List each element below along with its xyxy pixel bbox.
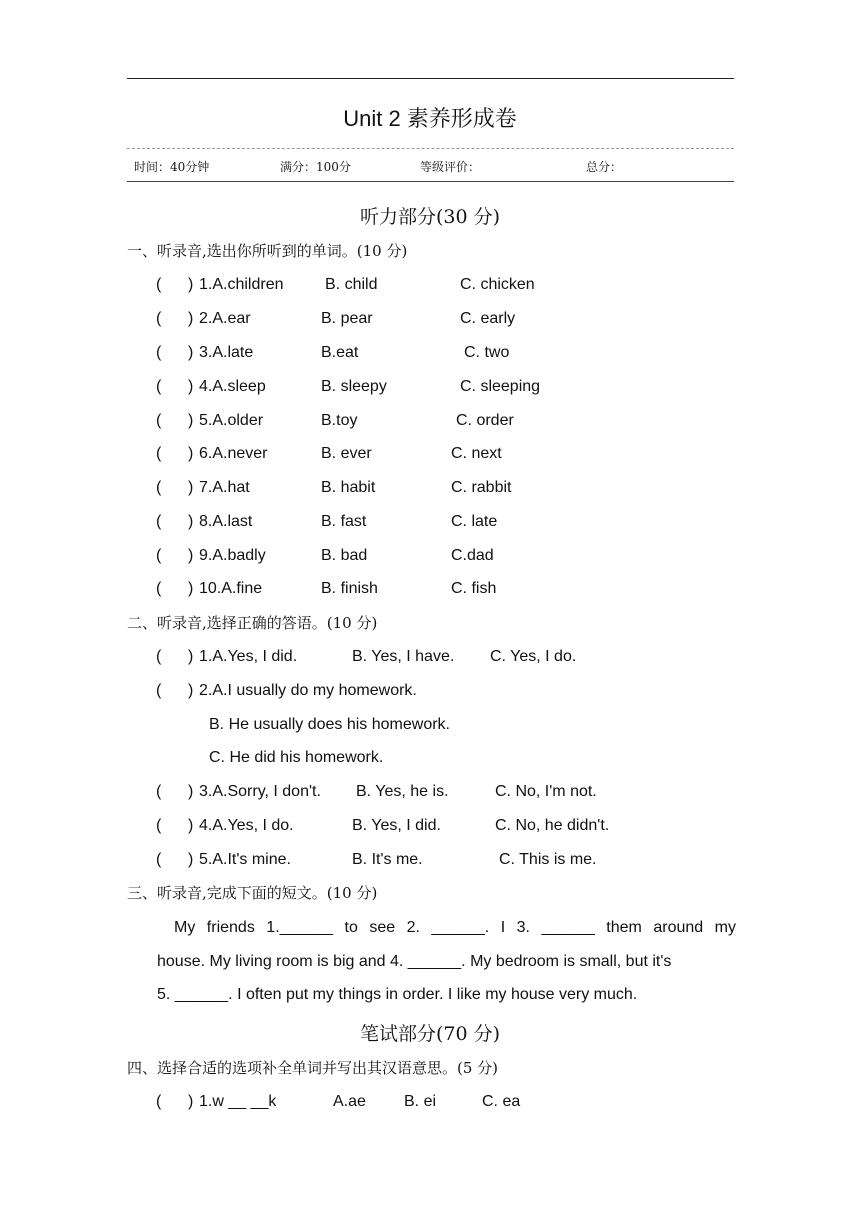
option-b: B. fast — [321, 513, 367, 530]
answer-paren-open[interactable]: ( — [156, 378, 162, 395]
answer-paren-open[interactable]: ( — [156, 1093, 162, 1110]
option-a: 1.A.children — [199, 276, 284, 293]
option-c: C. Yes, I do. — [490, 648, 577, 665]
option-b: B. sleepy — [321, 378, 387, 395]
option-b: B. He usually does his homework. — [209, 716, 450, 733]
listening-heading: 听力部分(30 分) — [359, 206, 501, 228]
page-title: Unit 2 素养形成卷 — [343, 106, 517, 131]
answer-paren-open[interactable]: ( — [156, 445, 162, 462]
answer-paren-close: ) — [188, 513, 194, 530]
answer-paren-close: ) — [188, 580, 194, 597]
part4-title: 四、选择合适的选项补全单词并写出其汉语意思。(5 分) — [127, 1059, 499, 1077]
question-row — [0, 375, 860, 399]
full-score-label: 满分：100分 — [280, 160, 351, 174]
answer-paren-close: ) — [188, 1093, 194, 1110]
option-c: C. next — [451, 445, 502, 462]
option-a: 5.A.It's mine. — [199, 851, 291, 868]
option-a: A.ae — [333, 1093, 366, 1110]
option-b: B. Yes, I have. — [352, 648, 455, 665]
grade-label: 等级评价： — [420, 160, 481, 174]
option-b: B. Yes, he is. — [356, 783, 449, 800]
answer-paren-close: ) — [188, 851, 194, 868]
answer-paren-open[interactable]: ( — [156, 648, 162, 665]
option-a: 3.A.late — [199, 344, 254, 361]
question-row — [0, 814, 860, 838]
answer-paren-close: ) — [188, 547, 194, 564]
option-c: C. late — [451, 513, 498, 530]
option-b: B. ei — [404, 1093, 437, 1110]
question-row — [0, 409, 860, 433]
option-b: B. habit — [321, 479, 376, 496]
option-a: 5.A.older — [199, 412, 264, 429]
option-c: C. He did his homework. — [209, 749, 384, 766]
info-rule — [127, 181, 734, 182]
question-row — [0, 679, 860, 703]
option-a: 2.A.ear — [199, 310, 251, 327]
answer-paren-close: ) — [188, 783, 194, 800]
option-a: 4.A.sleep — [199, 378, 266, 395]
answer-paren-close: ) — [188, 378, 194, 395]
option-b: B. bad — [321, 547, 368, 564]
answer-paren-open[interactable]: ( — [156, 513, 162, 530]
answer-paren-open[interactable]: ( — [156, 344, 162, 361]
passage-line-3: 5. ______. I often put my things in order. I like my house very much. — [157, 986, 638, 1003]
answer-paren-close: ) — [188, 479, 194, 496]
question-row — [0, 544, 860, 568]
option-c: C. No, he didn't. — [495, 817, 610, 834]
answer-paren-close: ) — [188, 412, 194, 429]
option-b: B. It's me. — [352, 851, 423, 868]
option-a: 3.A.Sorry, I don't. — [199, 783, 321, 800]
option-a: 8.A.last — [199, 513, 253, 530]
option-c: C. rabbit — [451, 479, 512, 496]
question-row — [0, 476, 860, 500]
option-c: C. fish — [451, 580, 497, 597]
option-a: 4.A.Yes, I do. — [199, 817, 294, 834]
writing-heading: 笔试部分(70 分) — [359, 1023, 501, 1045]
option-a: 1.A.Yes, I did. — [199, 648, 298, 665]
question-row — [0, 442, 860, 466]
option-c: C. order — [456, 412, 514, 429]
option-b: B. ever — [321, 445, 372, 462]
answer-paren-open[interactable]: ( — [156, 276, 162, 293]
total-label: 总分： — [586, 160, 623, 174]
question-row — [0, 577, 860, 601]
answer-paren-close: ) — [188, 344, 194, 361]
question-row — [0, 510, 860, 534]
question-row — [0, 341, 860, 365]
answer-paren-open[interactable]: ( — [156, 580, 162, 597]
option-c: C. No, I'm not. — [495, 783, 597, 800]
option-c: C. ea — [482, 1093, 521, 1110]
option-b: B. child — [325, 276, 378, 293]
answer-paren-close: ) — [188, 276, 194, 293]
part3-title: 三、听录音,完成下面的短文。(10 分) — [127, 884, 378, 902]
question-row — [0, 780, 860, 804]
top-rule — [127, 78, 734, 79]
passage-line-2: house. My living room is big and 4. ______. My bedroom is small, but it's — [157, 953, 672, 970]
answer-paren-open[interactable]: ( — [156, 783, 162, 800]
option-a: 2.A.I usually do my homework. — [199, 682, 417, 699]
option-c: C.dad — [451, 547, 494, 564]
option-c: C. sleeping — [460, 378, 541, 395]
answer-paren-open[interactable]: ( — [156, 412, 162, 429]
option-b: B.eat — [321, 344, 359, 361]
answer-paren-close: ) — [188, 682, 194, 699]
answer-paren-open[interactable]: ( — [156, 310, 162, 327]
option-c: C. chicken — [460, 276, 535, 293]
question-row — [0, 848, 860, 872]
answer-paren-close: ) — [188, 310, 194, 327]
option-b: B.toy — [321, 412, 358, 429]
answer-paren-close: ) — [188, 445, 194, 462]
part1-title: 一、听录音,选出你所听到的单词。(10 分) — [127, 242, 408, 260]
answer-paren-close: ) — [188, 817, 194, 834]
answer-paren-open[interactable]: ( — [156, 547, 162, 564]
option-c: C. This is me. — [499, 851, 597, 868]
option-b: B. pear — [321, 310, 373, 327]
answer-paren-open[interactable]: ( — [156, 479, 162, 496]
option-b: B. finish — [321, 580, 378, 597]
option-a: 10.A.fine — [199, 580, 263, 597]
option-c: C. early — [460, 310, 516, 327]
time-label: 时间：40分钟 — [134, 160, 210, 174]
option-b: B. Yes, I did. — [352, 817, 441, 834]
question-row — [0, 307, 860, 331]
option-c: C. two — [464, 344, 510, 361]
answer-paren-open[interactable]: ( — [156, 851, 162, 868]
option-a: 6.A.never — [199, 445, 268, 462]
passage-line-1: My friends 1.______ to see 2. ______. I 3. ______ them around my — [174, 919, 736, 936]
answer-paren-close: ) — [188, 648, 194, 665]
answer-paren-open[interactable]: ( — [156, 682, 162, 699]
word-blank: 1.w __ __k — [199, 1093, 277, 1110]
dashed-rule — [127, 148, 734, 149]
question-row — [0, 273, 860, 297]
question-row — [0, 1090, 860, 1114]
question-row — [0, 645, 860, 669]
part2-title: 二、听录音,选择正确的答语。(10 分) — [127, 614, 378, 632]
option-a: 7.A.hat — [199, 479, 250, 496]
option-a: 9.A.badly — [199, 547, 266, 564]
answer-paren-open[interactable]: ( — [156, 817, 162, 834]
